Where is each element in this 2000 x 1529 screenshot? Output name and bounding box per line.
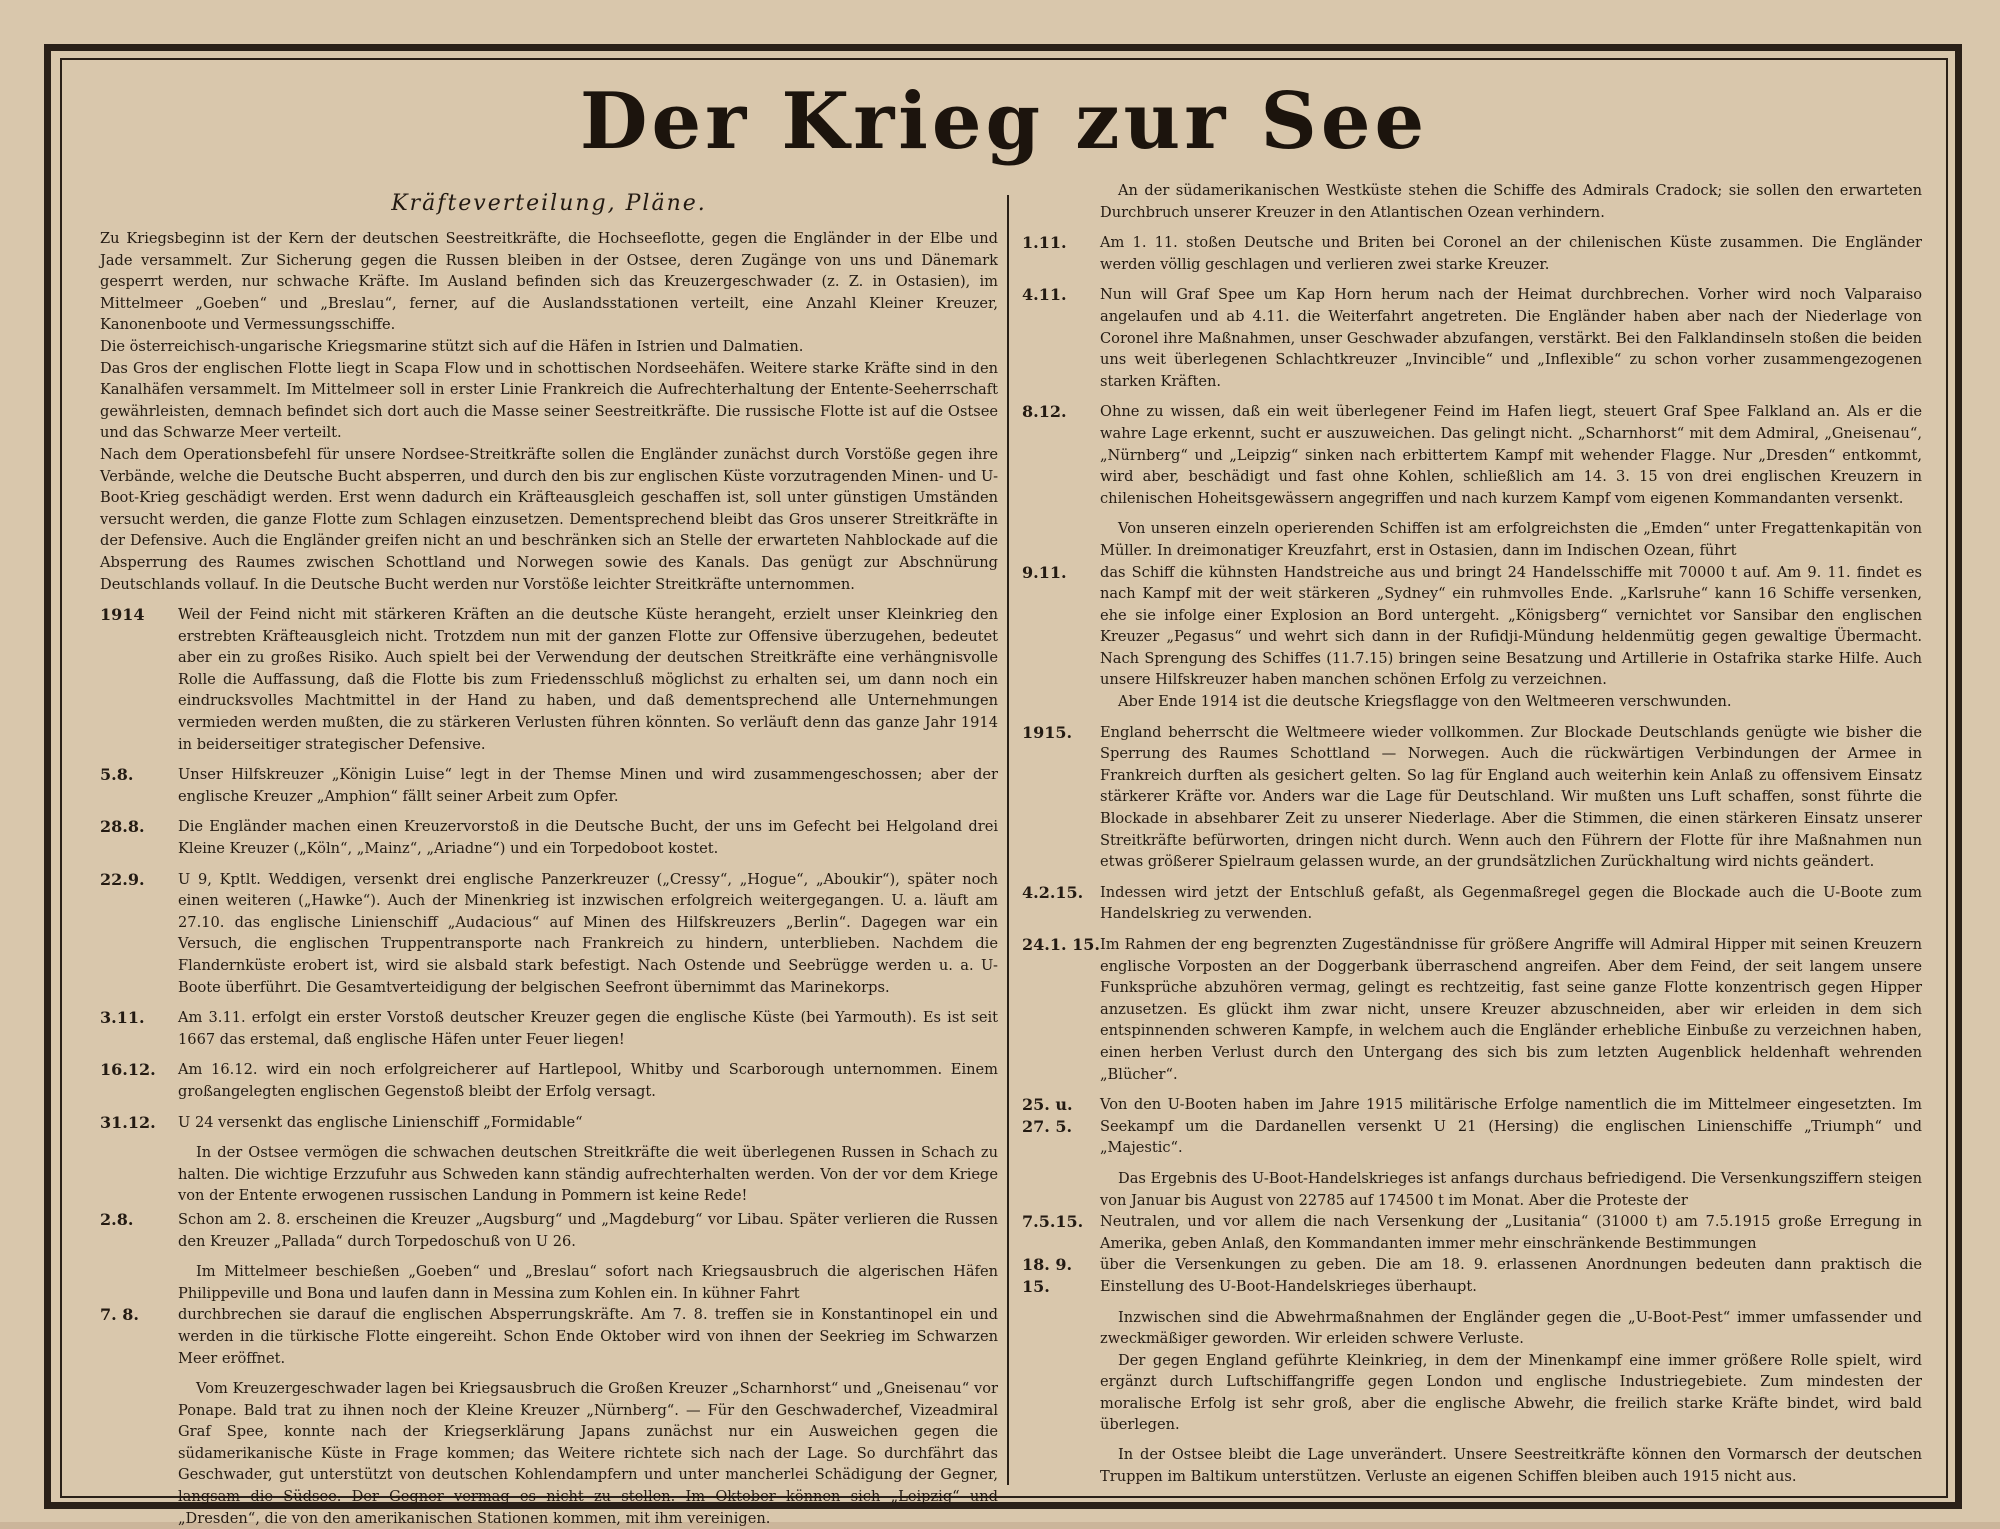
- entry-text: durchbrechen sie darauf die englischen Absperrungskräfte. Am 7. 8. treffen sie in Konstantinopel ein und werden in die türkische Flotte eingereiht. Schon Ende Oktober wird von ihnen der Seekrieg im Schwarzen Meer eröffnet.: [178, 1306, 998, 1367]
- entry-text: U 9, Kptlt. Weddigen, versenkt drei englische Panzerkreuzer („Cressy“, „Hogue“, „Aboukir“), später noch einen weiteren („Hawke“). Auch der Minenkrieg ist inzwischen erfolgreich weitergegangen. U. a. läuft am 27.10. das englische Linienschiff „Audacious“ auf Minen des Hilfskreuzers „Berlin“. Dagegen war ein Versuch, die englischen Truppentransporte nach Frankreich zu hindern, unterblieben. Nachdem die Flandernküste erobert ist, wird sie alsbald stark befestigt. Nach Ostende und Seebrügge werden u. a. U-Boote überführt. Die Gesamtverteidigung der belgischen Seefront übernimmt das Marinekorps.: [178, 870, 998, 996]
- entry-text: Weil der Feind nicht mit stärkeren Kräften an die deutsche Küste herangeht, erzielt unser Kleinkrieg den erstrebten Kräfteausgleich nicht. Trotzdem nun mit der ganzen Flotte zur Offensive überzugehen, bedeutet aber ein zu großes Risiko. Auch spielt bei der Verwendung der deutschen Streitkräfte eine verhängnisvolle Rolle die Auffassung, daß die Flotte bis zum Friedensschluß möglichst zu erhalten sei, um dann noch ein eindrucksvolles Machtmittel in der Hand zu haben, und daß dementsprechend alle Unternehmungen vermieden werden mußten, die zu stärkeren Verlusten führen könnten. So verläuft denn das ganze Jahr 1914 in beiderseitiger strategischer Defensive.: [178, 606, 998, 753]
- block-paragraph: In der Ostsee vermögen die schwachen deutschen Streitkräfte die weit überlegenen Russen in Schach zu halten. Die wichtige Erzzufuhr aus Schweden kann ständig aufrechterhalten werden. Von der vor dem Kriege von der Entente erwogenen russischen Landung in Pommern ist keine Rede!: [178, 1144, 998, 1205]
- end-1914-block: [1022, 691, 1922, 713]
- entry-text: über die Versenkungen zu geben. Die am 18. 9. erlassenen Anordnungen bedeuten dann praktisch die Einstellung des U-Boot-Handelskrieges überhaupt.: [1100, 1256, 1922, 1295]
- dated-entry: [1022, 1094, 1922, 1159]
- dated-entry: [100, 1112, 998, 1134]
- dated-entry: [1022, 232, 1922, 275]
- intro-paragraph: Die österreichisch-ungarische Kriegsmarine stützt sich auf die Häfen in Istrien und Dalmatien.: [100, 337, 804, 355]
- entry-date: 3.11.: [100, 1008, 145, 1028]
- block-paragraph: Von unseren einzeln operierenden Schiffen ist am erfolgreichsten die „Emden“ unter Fregattenkapitän von Müller. In dreimonatiger Kreuzfahrt, erst in Ostasien, dann im Indischen Ozean, führt: [1100, 520, 1922, 559]
- entry-date: 7.5.15.: [1022, 1212, 1084, 1232]
- entry-date: 9.11.: [1022, 562, 1067, 582]
- entry-text: Am 3.11. erfolgt ein erster Vorstoß deutscher Kreuzer gegen die englische Küste (bei Yarmouth). Es ist seit 1667 das erstemal, daß englische Häfen unter Feuer liegen!: [178, 1009, 998, 1048]
- entry-date: 18. 9. 15.: [1022, 1255, 1073, 1296]
- entry-text: Unser Hilfskreuzer „Königin Luise“ legt in der Themse Minen und wird zusammengeschossen; aber der englische Kreuzer „Amphion“ fällt seiner Arbeit zum Opfer.: [178, 766, 998, 805]
- final-block: [1022, 1307, 1922, 1488]
- block-paragraph: Inzwischen sind die Abwehrmaßnahmen der Engländer gegen die „U-Boot-Pest“ immer umfassender und zweckmäßiger geworden. Wir erleiden schwere Verluste.: [1100, 1308, 1922, 1348]
- entry-date: 2.8.: [100, 1209, 134, 1229]
- entry-date: 1914: [100, 605, 145, 625]
- intro-paragraph: Das Gros der englischen Flotte liegt in Scapa Flow und in schottischen Nordseehäfen. Weitere starke Kräfte sind in den Kanalhäfen versammelt. Im Mittelmeer soll in erster Linie Frankreich die Aufrechterhaltung der Entente-Seeherrschaft gewährleisten, demnach befindet sich dort auch die Masse seiner Seestreitkräfte. Die russische Flotte ist auf die Ostsee und das Schwarze Meer verteilt.: [100, 359, 998, 442]
- entry-text: Ohne zu wissen, daß ein weit überlegener Feind im Hafen liegt, steuert Graf Spee Falkland an. Als er die wahre Lage erkennt, sucht er auszuweichen. Das gelingt nicht. „Scharnhorst“ mit dem Admiral, „Gneisenau“, „Nürnberg“ und „Leipzig“ sinken nach erbittertem Kampf mit wehender Flagge. Nur „Dresden“ entkommt, wird aber, beschädigt und fast ohne Kohlen, schließlich am 14. 3. 15 von drei englischen Kreuzern in chilenischen Hoheitsgewässern angegriffen und nach kurzem Kampf vom eigenen Kommandanten versenkt.: [1100, 403, 1922, 507]
- dated-entry: [1022, 1211, 1922, 1254]
- dated-entry: [1022, 562, 1922, 692]
- entry-date: 28.8.: [100, 817, 145, 837]
- squadron-block: [100, 1378, 998, 1529]
- mediterranean-block: [100, 1261, 998, 1304]
- entry-text: Am 1. 11. stoßen Deutsche und Briten bei Coronel an der chilenischen Küste zusammen. Die Engländer werden völlig geschlagen und verlieren zwei starke Kreuzer.: [1100, 234, 1922, 273]
- block-paragraph: Im Mittelmeer beschießen „Goeben“ und „Breslau“ sofort nach Kriegsausbruch die algerischen Häfen Philippeville und Bona und laufen dann in Messina zum Kohlen ein. In kühner Fahrt: [178, 1263, 998, 1302]
- entry-text: Nun will Graf Spee um Kap Horn herum nach der Heimat durchbrechen. Vorher wird noch Valparaiso angelaufen und ab 4.11. die Weiterfahrt angetreten. Die Engländer haben aber nach der Niederlage von Coronel ihre Maßnahmen, unser Geschwader abzufangen, verstärkt. Bei den Falklandinseln stoßen die beiden uns weit überlegenen Schlachtkreuzer „Invincible“ und „Inflexible“ zu schon vorher zusammengezogenen starken Kräften.: [1100, 286, 1922, 390]
- entry-date: 24.1. 15.: [1022, 935, 1100, 954]
- dated-entry: [1022, 1254, 1922, 1297]
- right-column: [1022, 180, 1922, 1487]
- entry-text: Von den U-Booten haben im Jahre 1915 militärische Erfolge namentlich die im Mittelmeer eingesetzten. Im Seekampf um die Dardanellen versenkt U 21 (Hersing) die englischen Linienschiffe „Triumph“ und „Majestic“.: [1100, 1096, 1922, 1157]
- block-paragraph: Vom Kreuzergeschwader lagen bei Kriegsausbruch die Großen Kreuzer „Scharnhorst“ und „Gneisenau“ vor Ponape. Bald trat zu ihnen noch der Kleine Kreuzer „Nürnberg“. — Für den Geschwaderchef, Vizeadmiral Graf Spee, konnte nach der Kriegserklärung Japans zunächst nur ein Ausweichen gegen die südamerikanische Küste in Frage kommen; das Weitere richtete sich nach der Lage. So durchfährt das Geschwader, gut unterstützt von deutschen Kohlendampfern und unter mancherlei Schädigung der Gegner, langsam die Südsee. Der Gegner vermag es nicht zu stellen. Im Oktober können sich „Leipzig“ und „Dresden“, die von den amerikanischen Stationen kommen, mit ihm vereinigen.: [178, 1380, 998, 1527]
- dated-entry: [100, 1059, 998, 1102]
- page-title: Der Krieg zur See: [579, 76, 1429, 167]
- entry-date: 1915.: [1022, 722, 1073, 742]
- column-divider: [1007, 195, 1009, 1485]
- dated-entry: [100, 764, 998, 807]
- entry-date: 4.11.: [1022, 285, 1067, 305]
- entry-date: 5.8.: [100, 765, 134, 785]
- entry-date: 8.12.: [1022, 402, 1067, 422]
- entry-text: das Schiff die kühnsten Handstreiche aus und bringt 24 Handelsschiffe mit 70000 t auf. Am 9. 11. findet es nach Kampf mit der weit stärkeren „Sydney“ ein ruhmvolles Ende. „Karlsruhe“ kann 16 Schiffe versenken, ehe sie infolge einer Explosion an Bord untergeht. „Königsberg“ vernichtet vor Sansibar den englischen Kreuzer „Pegasus“ und wehrt sich dann in der Rufidji-Mündung heldenmütig gegen gewaltige Übermacht. Nach Sprengung des Schiffes (11.7.15) bringen seine Besatzung und Artillerie in Ostafrika starke Hilfe. Auch unsere Hilfskreuzer haben manchen schönen Erfolg zu verzeichnen.: [1100, 563, 1922, 689]
- entry-date: 1.11.: [1022, 233, 1067, 253]
- entry-text: Neutralen, und vor allem die nach Versenkung der „Lusitania“ (31000 t) am 7.5.1915 große Erregung in Amerika, geben Anlaß, den Kommandanten immer mehr einschränkende Bestimmungen: [1100, 1213, 1922, 1252]
- dated-entry: [1022, 882, 1922, 925]
- block-paragraph: Aber Ende 1914 ist die deutsche Kriegsflagge von den Weltmeeren verschwunden.: [1118, 693, 1732, 711]
- entry-text: Im Rahmen der eng begrenzten Zugeständnisse für größere Angriffe will Admiral Hipper mit seinen Kreuzern englische Vorposten an der Doggerbank überraschend angreifen. Aber dem Feind, der seit langem unsere Funksprüche abzuhören vermag, gelingt es rechtzeitig, fast seine ganze Flotte konzentrisch gegen Hipper anzusetzen. Es glückt ihm zwar nicht, unsere Kreuzer abzuschneiden, aber wir erleiden in dem sich entspinnenden schweren Kampfe, in welchem auch die Engländer erhebliche Einbuße zu verzeichnen haben, einen herben Verlust durch den Untergang des sich bis zum letzten Augenblick heldenhaft wehrenden „Blücher“.: [1100, 936, 1922, 1083]
- baltic-block: [100, 1142, 998, 1207]
- dated-entry: [1022, 401, 1922, 509]
- left-column: [100, 190, 998, 1529]
- entry-date: 25. u. 27. 5.: [1022, 1095, 1073, 1136]
- dated-entry: [1022, 284, 1922, 392]
- entry-text: U 24 versenkt das englische Linienschiff „Formidable“: [178, 1113, 583, 1131]
- block-paragraph: In der Ostsee bleibt die Lage unverändert. Unsere Seestreitkräfte können den Vormarsch der deutschen Truppen im Baltikum unterstützen. Verluste an eigenen Schiffen bleiben auch 1915 nicht aus.: [1100, 1446, 1922, 1485]
- entry-text: Schon am 2. 8. erscheinen die Kreuzer „Augsburg“ und „Magdeburg“ vor Libau. Später verlieren die Russen den Kreuzer „Pallada“ durch Torpedoschuß von U 26.: [178, 1210, 998, 1250]
- dated-entry: [100, 869, 998, 999]
- intro-paragraph: Nach dem Operationsbefehl für unsere Nordsee-Streitkräfte sollen die Engländer zunächst durch Vorstöße gegen ihre Verbände, welche die Deutsche Bucht absperren, und durch den bis zur englischen Küste vorzutragenden Minen- und U-Boot-Krieg geschädigt werden. Erst wenn dadurch ein Kräfteausgleich geschaffen ist, soll unter günstigen Umständen versucht werden, die ganze Flotte zum Schlagen einzusetzen. Dementsprechend bleibt das Gros unserer Streitkräfte in der Defensive. Auch die Engländer greifen nicht an und beschränken sich an Stelle der erwarteten Nahblockade auf die Absperrung des Raumes zwischen Schottland und Norwegen sowie des Kanals. Das genügt zur Abschnürung Deutschlands vollauf. In die Deutsche Bucht werden nur Vorstöße leichter Streitkräfte unternommen.: [100, 445, 998, 593]
- intro-paragraph: Zu Kriegsbeginn ist der Kern der deutschen Seestreitkräfte, die Hochseeflotte, gegen die Engländer in der Elbe und Jade versammelt. Zur Sicherung gegen die Russen bleiben in der Ostsee, deren Zugänge von uns und Dänemark gesperrt werden, nur schwache Kräfte. Im Ausland befinden sich das Kreuzergeschwader (z. Z. in Ostasien), im Mittelmeer „Goeben“ und „Breslau“, ferner, auf die Auslandsstationen verteilt, eine Anzahl Kleiner Kreuzer, Kanonenboote und Vermessungsschiffe.: [100, 230, 998, 334]
- uboat-block: [1022, 1168, 1922, 1211]
- block-paragraph: An der südamerikanischen Westküste stehen die Schiffe des Admirals Cradock; sie sollen den erwarteten Durchbruch unserer Kreuzer in den Atlantischen Ozean verhindern.: [1100, 182, 1922, 221]
- dated-entry: [1022, 722, 1922, 873]
- dated-entry: [100, 1209, 998, 1252]
- entry-date: 22.9.: [100, 869, 145, 889]
- entry-text: Indessen wird jetzt der Entschluß gefaßt, als Gegenmaßregel gegen die Blockade auch die U-Boote zum Handelskrieg zu verwenden.: [1100, 883, 1922, 923]
- entry-date: 4.2.15.: [1022, 882, 1084, 902]
- cradock-block: [1022, 180, 1922, 223]
- dated-entry: [100, 1007, 998, 1050]
- emden-block: [1022, 518, 1922, 561]
- dated-entry: [100, 604, 998, 755]
- block-paragraph: Das Ergebnis des U-Boot-Handelskrieges ist anfangs durchaus befriedigend. Die Versenkungsziffern steigen von Januar bis August von 22785 auf 174500 t im Monat. Aber die Proteste der: [1100, 1169, 1922, 1209]
- dated-entry: [100, 1304, 998, 1369]
- entry-text: England beherrscht die Weltmeere wieder vollkommen. Zur Blockade Deutschlands genügte wie bisher die Sperrung des Raumes Schottland — Norwegen. Auch die rückwärtigen Verbindungen der Armee in Frankreich durften als gesichert gelten. So lag für England auch weiterhin kein Anlaß zu offensivem Einsatz stärkerer Kräfte vor. Anders war die Lage für Deutschland. Wir mußten uns Luft schaffen, sonst führte die Blockade in absehbarer Zeit zu unserer Niederlage. Aber die Stimmen, die einen stärkeren Einsatz unserer Streitkräfte befürworten, dringen nicht durch. Wenn auch den Führern der Flotte für ihre Maßnahmen nun etwas größerer Spielraum gelassen wurde, an der grundsätzlichen Zurückhaltung wird nichts geändert.: [1100, 723, 1922, 871]
- entry-text: Am 16.12. wird ein noch erfolgreicherer auf Hartlepool, Whitby und Scarborough unternommen. Einem großangelegten englischen Gegenstoß bleibt der Erfolg versagt.: [178, 1061, 998, 1100]
- section-heading: Kräfteverteilung, Pläne.: [391, 191, 707, 216]
- dated-entry: [1022, 934, 1922, 1085]
- entry-text: Die Engländer machen einen Kreuzervorstoß in die Deutsche Bucht, der uns im Gefecht bei Helgoland drei Kleine Kreuzer („Köln“, „Mainz“, „Ariadne“) und ein Torpedoboot kostet.: [178, 818, 998, 858]
- entry-date: 7. 8.: [100, 1305, 139, 1325]
- entry-date: 31.12.: [100, 1112, 156, 1132]
- dated-entry: [100, 816, 998, 859]
- entry-date: 16.12.: [100, 1060, 156, 1080]
- block-paragraph: Der gegen England geführte Kleinkrieg, in dem der Minenkampf eine immer größere Rolle spielt, wird ergänzt durch Luftschiffangriffe gegen London und englische Industriegebiete. Zum mindesten der moralische Erfolg ist sehr groß, aber die englische Abwehr, die freilich starke Kräfte bindet, wird bald überlegen.: [1100, 1351, 1922, 1434]
